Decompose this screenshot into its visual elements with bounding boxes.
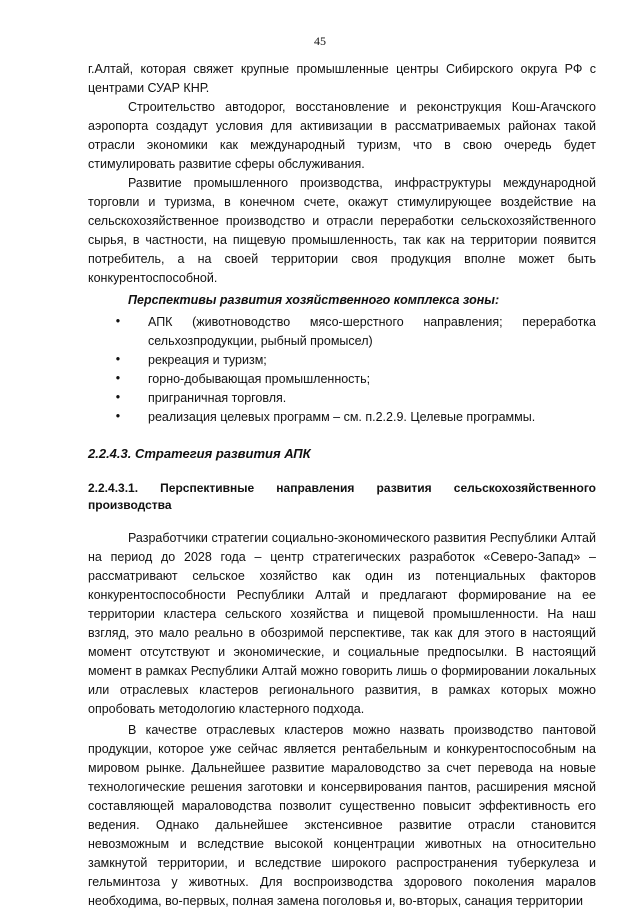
page-number: 45 xyxy=(314,34,326,48)
list-item: • приграничная торговля. xyxy=(148,389,596,408)
document-body xyxy=(88,60,596,911)
subsection-heading: 2.2.4.3.1. Перспективные направления развития сельскохозяйственного производства xyxy=(88,481,596,512)
list-item: • реализация целевых программ – см. п.2.2.9. Целевые программы. xyxy=(148,408,596,427)
paragraph-continuation: г.Алтай, которая свяжет крупные промышленные центры Сибирского округа РФ с центрами СУАР КНР. xyxy=(88,62,596,95)
list-item: • АПК (животноводство мясо-шерстного направления; переработка сельхозпродукции, рыбный промысел) xyxy=(148,313,596,351)
bullet-icon: • xyxy=(115,409,121,423)
list-item: • горно-добывающая промышленность; xyxy=(148,370,596,389)
list-item: • рекреация и туризм; xyxy=(148,351,596,370)
section-heading: 2.2.4.3. Стратегия развития АПК xyxy=(88,446,311,461)
paragraph-clusters: В качестве отраслевых кластеров можно назвать производство пантовой продукции, которое уже сейчас является рентабельным и конкурентоспособным на мировом рынке. Дальнейшее развитие мараловодство за счет перевода на новые технологические решения заготовки и консервирования пантов, расширения мясной составляющей мараловодства позволит существенно повысит эффективность его ведения. Однако дальнейшее экстенсивное развитие отрасли становится невозможным и вследствие высокой концентрации животных на относительно замкнутой территории, и вследствие широкого распространения туберкулеза и гельминтоза у животных. Для воспроизводства здорового поколения маралов необходима, во-первых, полная замена поголовья и, во-вторых, санация территории xyxy=(88,723,596,908)
bullet-icon: • xyxy=(115,390,121,404)
paragraph-strategy: Разработчики стратегии социально-экономического развития Республики Алтай на период до 2028 года – центр стратегических разработок «Северо-Запад» – рассматривают сельское хозяйство как один из потенциальных факторов конкурентоспособности Республики Алтай и предлагают формирование на ее территории кластера сельского хозяйства и пищевой промышленности. На наш взгляд, это мало реально в обозримой перспективе, так как для этого в настоящий момент отсутствуют и экономические, и социальные предпосылки. В настоящий момент в рамках Республики Алтай можно говорить лишь о формировании локальных или отраслевых кластеров регионального развития, в рамках которых можно опробовать методологию кластерного подхода. xyxy=(88,531,596,716)
paragraph-industry: Развитие промышленного производства, инфраструктуры международной торговли и туризма, в конечном счете, окажут стимулирующее воздействие на сельскохозяйственное производство и отрасли переработки сельскохозяйственного сырья, в частности, на пищевую промышленность, так как на территории появится потребитель, а на своей территории своя продукция вполне может быть конкурентоспособной. xyxy=(88,176,596,285)
bullet-icon: • xyxy=(115,371,121,385)
perspectives-heading: Перспективы развития хозяйственного комплекса зоны: xyxy=(128,293,500,307)
bullet-icon: • xyxy=(115,352,121,366)
perspectives-list xyxy=(88,313,596,427)
bullet-icon: • xyxy=(115,314,121,328)
paragraph-roads: Строительство автодорог, восстановление и реконструкция Кош-Агачского аэропорта создадут условия для активизации в рассматриваемых районах такой отрасли экономики как международный туризм, что в свою очередь будет стимулировать развитие сферы обслуживания. xyxy=(88,100,596,171)
